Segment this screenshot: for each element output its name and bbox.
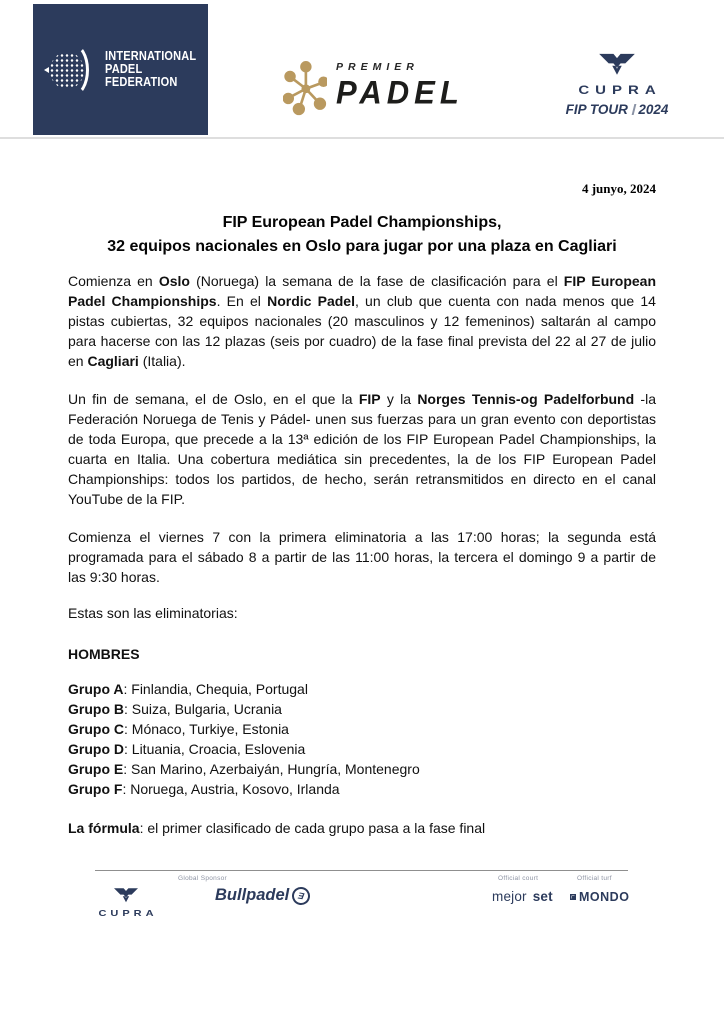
group-row-b: Grupo B: Suiza, Bulgaria, Ucrania bbox=[68, 701, 282, 717]
fip-tour-2024-wordmark bbox=[558, 102, 676, 117]
document-title bbox=[68, 211, 656, 259]
section-heading-hombres: HOMBRES bbox=[68, 646, 140, 662]
mondo-logo bbox=[570, 890, 629, 904]
group-row-a: Grupo A: Finlandia, Chequia, Portugal bbox=[68, 681, 308, 697]
list-intro: Estas son las eliminatorias: bbox=[68, 605, 238, 621]
racket-dots-shape bbox=[50, 52, 84, 89]
document-body bbox=[68, 271, 656, 838]
official-turf-label: Official turf bbox=[577, 875, 612, 882]
bullpadel-logo bbox=[215, 886, 310, 905]
ipf-word-federation: FEDERATION bbox=[105, 75, 178, 89]
ipf-logo bbox=[33, 4, 208, 135]
title-line-2: 32 equipos nacionales en Oslo para jugar por una plaza en Cagliari bbox=[107, 238, 617, 255]
mondo-emblem-icon bbox=[570, 894, 576, 900]
footer-cupra-wordmark: CUPRA bbox=[98, 909, 158, 919]
mejorset-logo bbox=[492, 889, 553, 904]
paragraph-schedule: Comienza el viernes 7 con la primera eliminatoria a las 17:00 horas; la segunda está programada para el sábado 8 a partir de las 11:00 horas, la tercera el domingo 9 a partir de las 9:30 horas. bbox=[68, 529, 656, 585]
ipf-wordmark bbox=[105, 50, 196, 89]
formula-line: La fórmula: el primer clasificado de cada grupo pasa a la fase final bbox=[68, 820, 486, 836]
premier-padel-wordmark bbox=[336, 58, 464, 110]
racket-handle-icon bbox=[44, 67, 49, 73]
paragraph-fip-federation: Un fin de semana, el de Oslo, en el que la FIP y la Norges Tennis-og Padelforbund -la Federación Noruega de Tenis y Pádel- unen sus fuerzas para un gran evento con deportistas de toda Europa, que precede a la 13ª edición de los FIP European Padel Championships, la cuarta en Italia. Una cobertura mediática sin precedentes, la de los FIP European Padel Championships: todos los partidos, de hecho, serán retransmitidos en directo en el canal YouTube de la FIP. bbox=[68, 391, 656, 507]
header bbox=[0, 0, 724, 139]
ipf-word-international: INTERNATIONAL bbox=[105, 49, 197, 63]
cupra-fip-tour-logo bbox=[558, 52, 676, 117]
padel-racket-icon bbox=[47, 41, 97, 99]
cupra-emblem-icon bbox=[598, 52, 636, 76]
mejorset-word-mejor: mejor bbox=[492, 889, 527, 904]
paragraph-intro-oslo: Comienza en Oslo (Noruega) la semana de la fase de clasificación para el FIP European Padel Championships. En el Nordic Padel, un club que cuenta con nada menos que 14 pistas cubiertas, 32 equipos nacionales (20 masculinos y 12 femeninos) saltarán al campo para hacerse con las 12 plazas (seis por cuadro) de la fase final prevista del 22 al 27 de julio en Cagliari (Italia). bbox=[68, 273, 656, 369]
title-line-1: FIP European Padel Championships, bbox=[222, 214, 502, 231]
padel-word: PADEL bbox=[336, 74, 464, 111]
group-row-d: Grupo D: Lituania, Croacia, Eslovenia bbox=[68, 741, 306, 757]
cupra-wordmark: CUPRA bbox=[578, 84, 662, 98]
footer-divider bbox=[95, 870, 628, 871]
official-court-label: Official court bbox=[498, 875, 539, 882]
cupra-emblem-icon bbox=[113, 887, 139, 903]
premier-padel-flower-icon bbox=[283, 58, 327, 116]
mejorset-word-set: set bbox=[532, 889, 553, 904]
footer-cupra-logo bbox=[90, 887, 162, 921]
premier-word: PREMIER bbox=[336, 61, 419, 73]
date-line: 4 junyo, 2024 bbox=[581, 181, 656, 196]
fip-tour-text: FIP TOUR bbox=[565, 102, 628, 117]
group-row-e: Grupo E: San Marino, Azerbaiyán, Hungría, Montenegro bbox=[68, 761, 420, 777]
bullpadel-wordmark: Bullpadel bbox=[215, 886, 290, 904]
divider-bar bbox=[631, 104, 635, 115]
global-sponsor-label: Global Sponsor bbox=[178, 875, 228, 882]
tour-year: 2024 bbox=[638, 102, 669, 117]
group-row-f: Grupo F: Noruega, Austria, Kosovo, Irlanda bbox=[68, 781, 340, 797]
groups-list bbox=[68, 679, 656, 799]
group-row-c: Grupo C: Mónaco, Turkiye, Estonia bbox=[68, 721, 289, 737]
premier-padel-logo bbox=[283, 58, 464, 116]
ipf-word-padel: PADEL bbox=[105, 62, 143, 76]
bullpadel-emblem-icon: Ǝ bbox=[291, 885, 312, 906]
mondo-wordmark: MONDO bbox=[579, 890, 630, 904]
